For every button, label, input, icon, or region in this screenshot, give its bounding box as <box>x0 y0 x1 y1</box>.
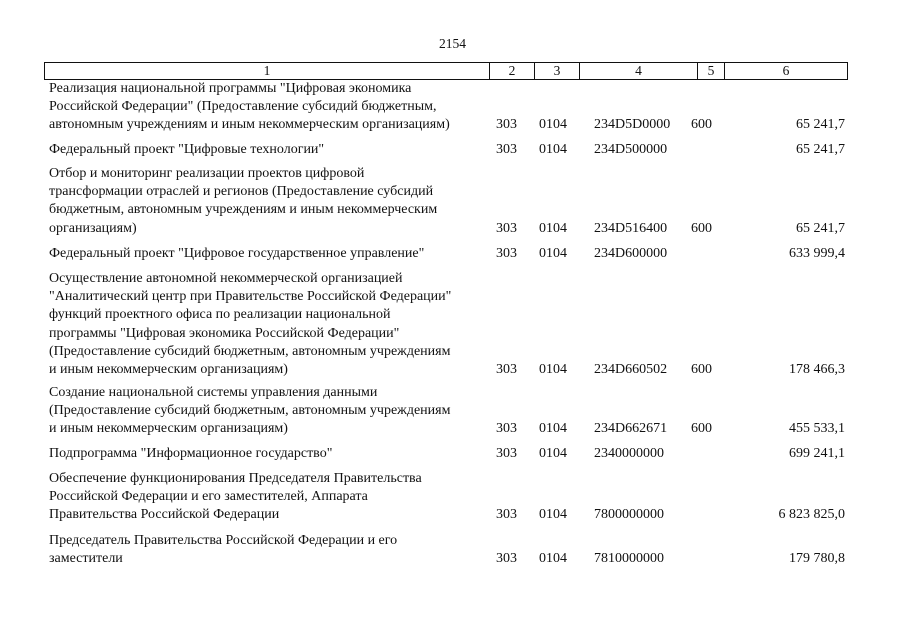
description-line: Российской Федерации и его заместителей, Аппарата <box>49 489 368 505</box>
row-description <box>49 532 486 568</box>
cell-section: 0104 <box>539 551 567 567</box>
description-line: организациям) <box>49 220 137 236</box>
cell-amount: 178 466,3 <box>789 362 845 377</box>
description-line: и иным некоммерческим организациям) <box>49 421 288 437</box>
cell-chapter: 303 <box>496 142 517 157</box>
cell-amount: 633 999,4 <box>789 246 845 261</box>
page-number: 2154 <box>439 36 466 51</box>
description-line: Обеспечение функционирования Председателя Правительства <box>49 471 422 486</box>
cell-expense-type: 600 <box>691 220 712 236</box>
cell-target-code: 2340000000 <box>594 446 664 461</box>
description-line: Реализация национальной программы "Цифровая экономика <box>49 81 412 96</box>
cell-section: 0104 <box>539 446 567 461</box>
row-description <box>49 470 486 525</box>
description-line: Российской Федерации" (Предоставление субсидий бюджетным, <box>49 99 437 115</box>
description-line: "Аналитический центр при Правительстве Российской Федерации" <box>49 289 452 305</box>
header-col-1: 1 <box>263 63 271 78</box>
cell-section: 0104 <box>539 246 567 261</box>
cell-amount: 65 241,7 <box>796 220 845 236</box>
cell-amount: 65 241,7 <box>796 142 845 157</box>
cell-target-code: 234D600000 <box>594 246 668 261</box>
description-line: автономным учреждениям и иным некоммерческим организациям) <box>49 117 450 133</box>
description-line: Подпрограмма "Информационное государство" <box>49 446 333 461</box>
description-line: Осуществление автономной некоммерческой организацией <box>49 271 403 286</box>
cell-expense-type: 600 <box>691 117 712 133</box>
row-description <box>49 245 486 263</box>
description-line: Федеральный проект "Цифровые технологии" <box>49 142 325 157</box>
cell-section: 0104 <box>539 117 567 133</box>
header-col-5: 5 <box>697 63 724 79</box>
cell-chapter: 303 <box>496 117 517 133</box>
cell-chapter: 303 <box>496 446 517 461</box>
description-line: трансформации отраслей и регионов (Предоставление субсидий <box>49 184 434 200</box>
cell-target-code: 234D5D0000 <box>594 117 671 133</box>
cell-target-code: 7810000000 <box>594 551 664 567</box>
description-line: бюджетным, автономным учреждениям и иным некоммерческим <box>49 202 438 218</box>
cell-amount: 6 823 825,0 <box>778 507 845 523</box>
header-col-3: 3 <box>534 63 579 79</box>
description-line: (Предоставление субсидий бюджетным, автономным учреждениям <box>49 403 451 419</box>
description-line: заместители <box>49 551 123 567</box>
description-line: (Предоставление субсидий бюджетным, автономным учреждениям <box>49 343 451 359</box>
row-description <box>49 80 486 135</box>
description-line: Создание национальной системы управления данными <box>49 385 378 400</box>
cell-section: 0104 <box>539 421 567 437</box>
description-line: Отбор и мониторинг реализации проектов цифровой <box>49 166 365 181</box>
cell-amount: 455 533,1 <box>789 421 845 437</box>
header-col-2: 2 <box>489 63 534 79</box>
cell-amount: 179 780,8 <box>789 551 845 567</box>
row-description <box>49 141 486 159</box>
cell-chapter: 303 <box>496 246 517 261</box>
cell-chapter: 303 <box>496 507 517 523</box>
cell-expense-type: 600 <box>691 421 712 437</box>
header-col-4: 4 <box>579 63 697 79</box>
cell-amount: 65 241,7 <box>796 117 845 133</box>
row-description <box>49 384 486 439</box>
cell-chapter: 303 <box>496 421 517 437</box>
cell-target-code: 234D662671 <box>594 421 668 437</box>
cell-section: 0104 <box>539 142 567 157</box>
cell-chapter: 303 <box>496 362 517 377</box>
cell-section: 0104 <box>539 507 567 523</box>
row-description <box>49 445 486 463</box>
cell-chapter: 303 <box>496 220 517 236</box>
cell-target-code: 234D500000 <box>594 142 668 157</box>
cell-chapter: 303 <box>496 551 517 567</box>
cell-target-code: 7800000000 <box>594 507 664 523</box>
cell-target-code: 234D516400 <box>594 220 668 236</box>
cell-target-code: 234D660502 <box>594 362 668 377</box>
description-line: и иным некоммерческим организациям) <box>49 362 288 378</box>
row-description <box>49 270 486 379</box>
description-line: Председатель Правительства Российской Федерации и его <box>49 533 398 548</box>
cell-section: 0104 <box>539 220 567 236</box>
table-header <box>44 62 848 80</box>
description-line: функций проектного офиса по реализации национальной <box>49 307 391 323</box>
cell-amount: 699 241,1 <box>789 446 845 461</box>
cell-section: 0104 <box>539 362 567 377</box>
description-line: Правительства Российской Федерации <box>49 507 280 523</box>
header-col-6: 6 <box>724 63 847 79</box>
description-line: программы "Цифровая экономика Российской Федерации" <box>49 325 400 341</box>
row-description <box>49 165 486 238</box>
description-line: Федеральный проект "Цифровое государственное управление" <box>49 246 425 261</box>
cell-expense-type: 600 <box>691 362 712 377</box>
